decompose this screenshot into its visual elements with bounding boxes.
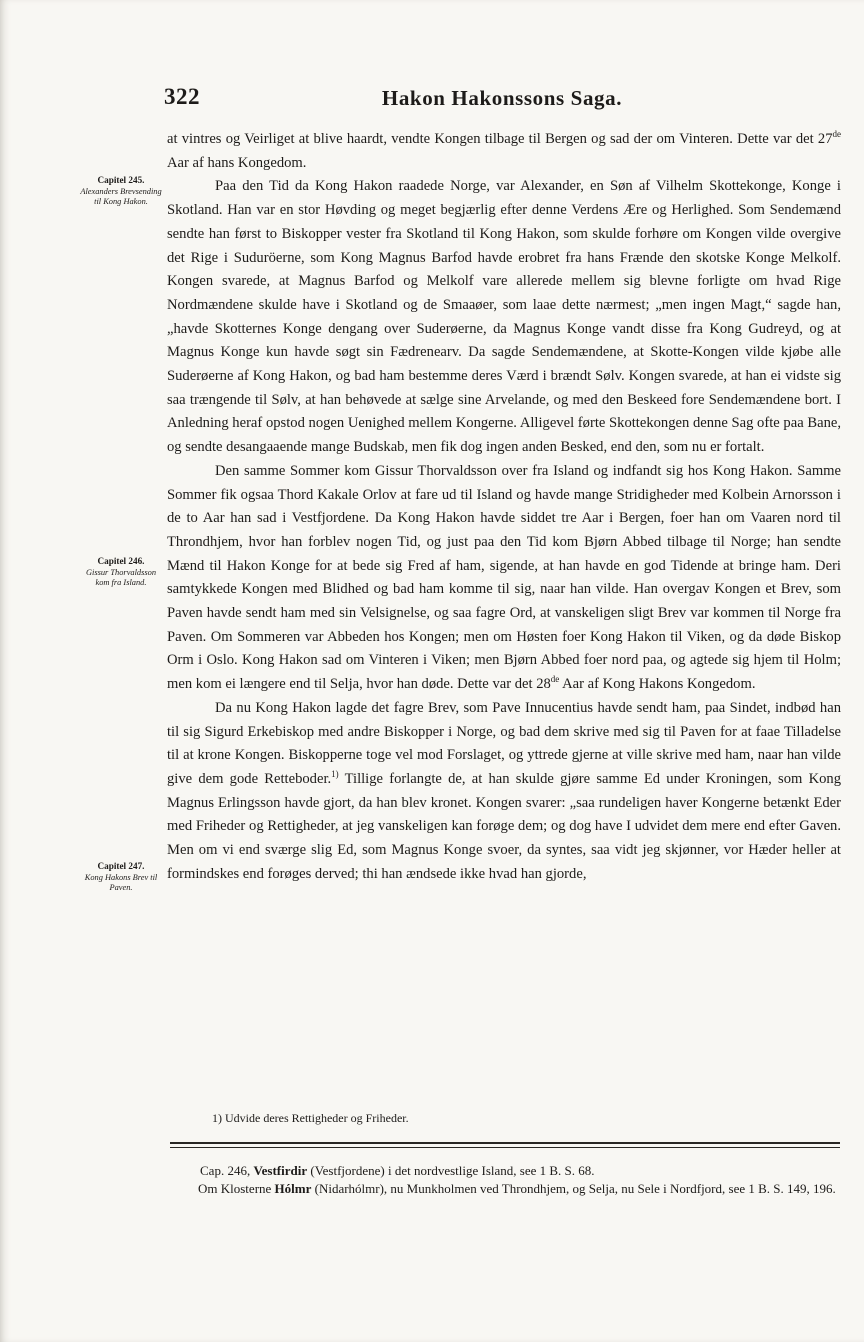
divider-rule xyxy=(170,1147,840,1148)
editorial-note: Om Klosterne Hólmr (Nidarhólmr), nu Munkholmen ved Throndhjem, og Selja, nu Sele i Nordfjord, see 1 B. S. 149, 196. xyxy=(198,1181,836,1196)
footnote: 1) Udvide deres Rettigheder og Friheder. xyxy=(212,1111,409,1125)
page-number: 322 xyxy=(164,84,200,109)
margin-chapter-description: Alexanders Brevsending til Kong Hakon. xyxy=(80,187,162,206)
margin-note-chapter-247 xyxy=(78,862,164,892)
paragraph: Paa den Tid da Kong Hakon raadede Norge, var Alexander, en Søn af Vilhelm Skottekonge, Konge i Skotland. Han var en stor Høvding og meget begjærlig efter denne Verdens Ære og Herlighed. Som Sendemænd sendte han først to Biskopper vester fra Skotland til Kong Hakon, som skulde forhøre om Kongen vilde overgive det Rige i Suduröerne, som Kong Magnus Barfod havde erobret fra hans Frænde den skotske Konge Melkolf. Kongen svarede, at Magnus Barfod og Melkolf vare allerede mellem sig blevne forligte om hvad Rige Nordmændene skulde have i Skotland og de Smaaøer, som laae dette nærmest; „men ingen Magt,“ sagde han, „havde Skotternes Konge dengang over Suderøerne, da Magnus Konge vandt disse fra Kong Gudreyd, og at Magnus Konge kun havde søgt sin Fædrenearv. Da sagde Sendemændene, at Skotte-Kongen vilde kjøbe alle Suderøerne af Kong Hakon, og bad ham bestemme deres Værd i brændt Sølv. Kongen svarede, at han ei vidste sig saa trængende til Sølv, at han behøvede at sælge sine Arvelande, og med den Beskeed fore Sendemændene bort. I Anledning heraf opstod nogen Uenighed mellem Kongerne. Alligevel førte Skottekongen denne Sag ofte paa Bane, og sendte desangaaende mange Budskab, men fik dog ingen anden Besked, end den, som nu er fortalt. xyxy=(167,178,841,456)
paragraph: at vintres og Veirliget at blive haardt, vendte Kongen tilbage til Bergen og sad der om Vinteren. Dette var det 27de Aar af hans Kongedom. xyxy=(167,129,841,171)
margin-note-chapter-246 xyxy=(78,557,164,587)
divider-rule xyxy=(170,1142,840,1144)
page-header xyxy=(164,84,840,118)
margin-chapter-number: Capitel 247. xyxy=(97,861,145,871)
footnote-reference: 1) xyxy=(331,769,339,780)
margin-note-chapter-245 xyxy=(78,176,164,206)
paragraph: Den samme Sommer kom Gissur Thorvaldsson over fra Island og indfandt sig hos Kong Hakon. Samme Sommer fik ogsaa Thord Kakale Orlov at fare ud til Island og havde mange Stridigheder med Kolbein Arnorsson i de to Aar han sad i Vestfjordene. Da Kong Hakon havde siddet tre Aar i Bergen, foer han om Vaaren nord til Throndhjem, hvor han forblev nogen Tid, og just paa den Tid kom Bjørn Abbed tilbage til Norge; han sendte Mænd til Hakon Konge for at bede sig Fred af ham, sigende, at han havde en god Tidende at bringe ham. Deri samtykkede Kongen med Blidhed og bad ham komme til sig, naar han vilde. Han overgav Kongen et Brev, som Paven havde sendt ham med sin Velsignelse, og saa fagre Ord, at vanskeligen sligt Brev var kommen til Norge fra Paven. Om Sommeren var Abbeden hos Kongen; men om Høsten foer Kong Hakon til Viken, og da døde Biskop Orm i Oslo. Kong Hakon sad om Vinteren i Viken; men Bjørn Abbed foer nord paa, og agtede sig hjem til Holm; men kom ei længere end til Selja, hvor han døde. Dette var det 28de Aar af Kong Hakons Kongedom. xyxy=(167,462,841,693)
main-text xyxy=(167,128,841,887)
margin-chapter-number: Capitel 245. xyxy=(97,175,145,185)
paragraph: Da nu Kong Hakon lagde det fagre Brev, som Pave Innucentius havde sendt ham, paa Sindet, indbød han til sig Sigurd Erkebiskop med andre Biskopper i Norge, og bad dem skrive med sig til Paven for at faae Tilladelse til at krone Kongen. Biskopperne toge vel mod Forslaget, og yttrede gjerne at ville skrive med ham, naar han vilde give dem gode Retteboder.$^{1)}$ Tillige forlangte de, at han skulde gjøre samme Ed under Kroningen, som Kong Magnus Erlingsson havde gjort, da han blev kronet. Kongen svarer: „saa rundeligen haver Kongerne betænkt Eder med Friheder og Rettigheder, at jeg vanskeligen kan forøge dem; og dog have I udvidet dem mere end efter Gaven. Men om vi end sværge slig Ed, som Magnus Konge svoer, da syntes, saa vidt jeg skjønner, vor Hæder heller at formindskes end forøges derved; thi han ændsede ikke hvad han gjorde, xyxy=(167,699,842,882)
running-title: Hakon Hakonssons Saga. xyxy=(381,86,623,110)
margin-chapter-description: Gissur Thorvaldsson kom fra Island. xyxy=(85,568,157,587)
editorial-note: Cap. 246, Vestfirdir (Vestfjordene) i det nordvestlige Island, see 1 B. S. 68. xyxy=(200,1163,595,1178)
editorial-notes xyxy=(200,1162,840,1198)
margin-chapter-description: Kong Hakons Brev til Paven. xyxy=(84,873,158,892)
margin-chapter-number: Capitel 246. xyxy=(97,556,145,566)
